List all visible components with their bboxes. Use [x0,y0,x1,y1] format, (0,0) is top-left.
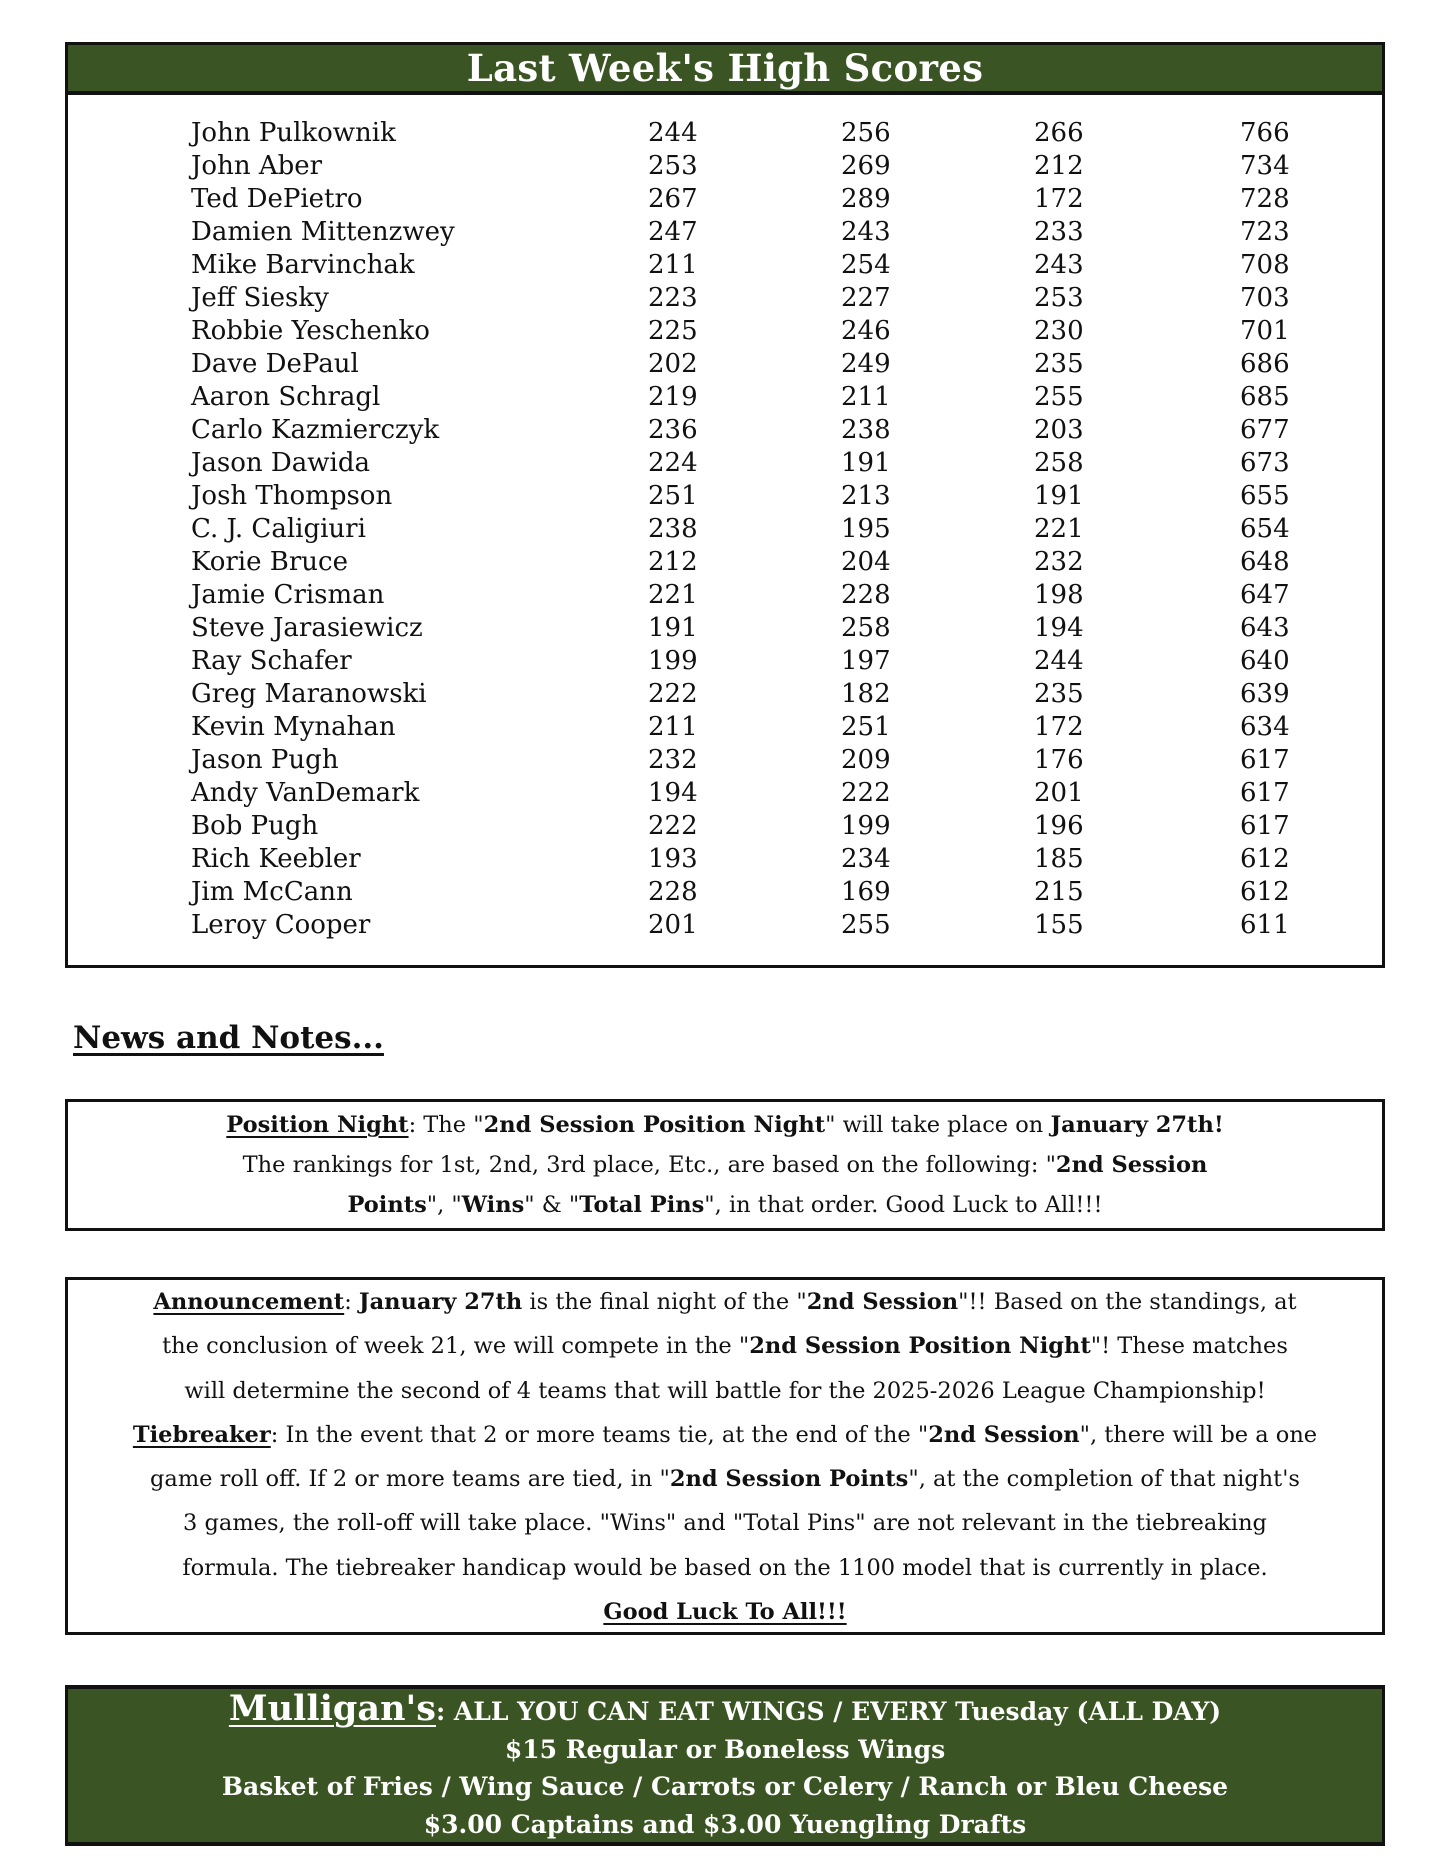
series-total: 648 [1240,547,1290,577]
promo-headline: : ALL YOU CAN EAT WINGS / EVERY Tuesday (ALL DAY) [435,1697,1222,1726]
score-row [68,282,1382,315]
bowler-name: Ted DePietro [191,184,363,214]
text: ", " [426,1192,462,1218]
score-row [68,744,1382,777]
bowler-name: Robbie Yeschenko [191,316,430,346]
game-3-score: 255 [1034,382,1084,412]
series-total: 634 [1240,712,1290,742]
series-total: 677 [1240,415,1290,445]
text: : The " [408,1112,484,1138]
announcement-label: Announcement [153,1289,345,1315]
game-3-score: 212 [1034,151,1084,181]
series-total: 723 [1240,217,1290,247]
game-3-score: 203 [1034,415,1084,445]
game-1-score: 223 [648,283,698,313]
promo-line-2: $15 Regular or Boneless Wings [504,1734,946,1764]
text: " will take place on [825,1112,1051,1138]
text: : [344,1289,359,1315]
bold-text: Points [347,1192,427,1218]
bowler-name: C. J. Caligiuri [191,514,366,544]
score-row [68,876,1382,909]
game-2-score: 243 [841,217,891,247]
announcement-notice [65,1277,1385,1635]
bowler-name: John Aber [191,151,323,181]
tiebreaker-line-2 [68,1457,1382,1501]
series-total: 647 [1240,580,1290,610]
game-1-score: 219 [648,382,698,412]
series-total: 686 [1240,349,1290,379]
game-1-score: 191 [648,613,698,643]
game-2-score: 249 [841,349,891,379]
game-1-score: 199 [648,646,698,676]
game-3-score: 215 [1034,877,1084,907]
bowler-name: Mike Barvinchak [191,250,415,280]
score-row [68,381,1382,414]
game-2-score: 256 [841,118,891,148]
text: "! These matches [1090,1333,1288,1360]
bold-text: 2nd Session Position Night [483,1112,826,1138]
game-1-score: 267 [648,184,698,214]
game-2-score: 182 [841,679,891,709]
announcement-line-3: will determine the second of 4 teams that will battle for the 2025-2026 League Championship! [184,1377,1266,1404]
game-1-score: 247 [648,217,698,247]
score-row [68,579,1382,612]
bowler-name: Ray Schafer [191,646,352,676]
bowler-name: Rich Keebler [191,844,361,874]
game-3-score: 244 [1034,646,1084,676]
series-total: 734 [1240,151,1290,181]
bowler-name: Jeff Siesky [191,283,329,313]
game-2-score: 222 [841,778,891,808]
game-3-score: 172 [1034,712,1084,742]
text: is the final night of the " [522,1289,807,1315]
game-2-score: 199 [841,811,891,841]
score-row [68,678,1382,711]
game-1-score: 225 [648,316,698,346]
game-2-score: 209 [841,745,891,775]
bowler-name: Jim McCann [191,877,353,907]
series-total: 728 [1240,184,1290,214]
game-3-score: 176 [1034,745,1084,775]
high-scores-panel [65,42,1385,968]
game-2-score: 227 [841,283,891,313]
mulligans-promo [65,1685,1385,1846]
game-1-score: 238 [648,514,698,544]
game-2-score: 251 [841,712,891,742]
promo-brand: Mulligan's [228,1688,436,1729]
game-2-score: 169 [841,877,891,907]
good-luck-text: Good Luck To All!!! [603,1599,847,1626]
text: the conclusion of week 21, we will compete in the " [162,1333,750,1360]
score-row [68,447,1382,480]
score-row [68,150,1382,183]
score-row [68,183,1382,216]
text: ", in that order. Good Luck to All!!! [704,1192,1103,1218]
score-row [68,645,1382,678]
bowler-name: Leroy Cooper [191,910,371,940]
high-scores-title: Last Week's High Scores [68,45,1382,95]
game-3-score: 155 [1034,910,1084,940]
bowler-name: Steve Jarasiewicz [191,613,423,643]
game-2-score: 255 [841,910,891,940]
tiebreaker-line-3: 3 games, the roll-off will take place. "Wins" and "Total Pins" are not relevant in the tiebreaking [183,1510,1267,1537]
game-2-score: 228 [841,580,891,610]
bold-text: 2nd Session Points [669,1466,909,1493]
series-total: 611 [1240,910,1290,940]
game-3-score: 243 [1034,250,1084,280]
bowler-name: Jason Dawida [191,448,370,478]
score-row [68,513,1382,546]
score-row [68,810,1382,843]
game-2-score: 269 [841,151,891,181]
series-total: 701 [1240,316,1290,346]
text: ", at the completion of that night's [908,1466,1300,1493]
game-3-score: 196 [1034,811,1084,841]
game-1-score: 222 [648,811,698,841]
game-2-score: 258 [841,613,891,643]
series-total: 685 [1240,382,1290,412]
game-2-score: 289 [841,184,891,214]
game-2-score: 197 [841,646,891,676]
game-3-score: 191 [1034,481,1084,511]
game-2-score: 195 [841,514,891,544]
text: game roll off. If 2 or more teams are tied, in " [150,1466,670,1493]
game-1-score: 194 [648,778,698,808]
bowler-name: Kevin Mynahan [191,712,396,742]
bold-text: 2nd Session [1055,1152,1208,1178]
tiebreaker-line-4: formula. The tiebreaker handicap would be based on the 1100 model that is currently in place. [182,1554,1268,1581]
game-3-score: 235 [1034,679,1084,709]
game-2-score: 246 [841,316,891,346]
position-night-notice [65,1099,1385,1231]
series-total: 654 [1240,514,1290,544]
game-3-score: 258 [1034,448,1084,478]
text: ", there will be a one [1079,1421,1318,1448]
game-1-score: 212 [648,547,698,577]
promo-line-1 [68,1690,1382,1731]
game-3-score: 172 [1034,184,1084,214]
score-row [68,348,1382,381]
announcement-line-1 [68,1280,1382,1324]
game-2-score: 191 [841,448,891,478]
game-2-score: 234 [841,844,891,874]
game-3-score: 235 [1034,349,1084,379]
game-2-score: 254 [841,250,891,280]
text: " & " [524,1192,580,1218]
news-heading: News and Notes... [73,1020,384,1056]
score-row [68,216,1382,249]
bowler-name: Dave DePaul [191,349,359,379]
bold-text: 2nd Session Position Night [749,1333,1091,1360]
bowler-name: Greg Maranowski [191,679,427,709]
tiebreaker-line-1 [68,1413,1382,1457]
bold-text: 2nd Session [806,1289,959,1315]
game-3-score: 198 [1034,580,1084,610]
game-1-score: 251 [648,481,698,511]
bowler-name: Aaron Schragl [191,382,381,412]
score-row [68,711,1382,744]
series-total: 655 [1240,481,1290,511]
score-row [68,414,1382,447]
bowler-name: Jason Pugh [191,745,339,775]
game-1-score: 211 [648,712,698,742]
game-1-score: 193 [648,844,698,874]
series-total: 617 [1240,811,1290,841]
bold-text: January 27th! [1050,1112,1224,1138]
series-total: 643 [1240,613,1290,643]
game-1-score: 221 [648,580,698,610]
promo-line-4: $3.00 Captains and $3.00 Yuengling Drafts [423,1809,1027,1839]
bold-text: Wins [461,1192,525,1218]
bold-text: Total Pins [579,1192,705,1218]
series-total: 639 [1240,679,1290,709]
score-row [68,249,1382,282]
bowler-name: Damien Mittenzwey [191,217,455,247]
series-total: 617 [1240,745,1290,775]
score-row [68,480,1382,513]
series-total: 766 [1240,118,1290,148]
bold-text: 2nd Session [928,1421,1080,1448]
game-2-score: 211 [841,382,891,412]
score-row [68,612,1382,645]
announcement-line-2 [68,1324,1382,1368]
game-3-score: 221 [1034,514,1084,544]
high-scores-table [68,117,1382,942]
game-1-score: 224 [648,448,698,478]
text: "!! Based on the standings, at [958,1289,1297,1315]
text: : In the event that 2 or more teams tie, at the end of the " [270,1421,929,1448]
game-1-score: 211 [648,250,698,280]
score-row [68,315,1382,348]
series-total: 612 [1240,844,1290,874]
position-night-label: Position Night [226,1112,409,1138]
game-1-score: 244 [648,118,698,148]
series-total: 708 [1240,250,1290,280]
game-3-score: 201 [1034,778,1084,808]
score-row [68,117,1382,150]
series-total: 703 [1240,283,1290,313]
series-total: 617 [1240,778,1290,808]
score-row [68,843,1382,876]
game-1-score: 201 [648,910,698,940]
series-total: 612 [1240,877,1290,907]
game-1-score: 232 [648,745,698,775]
series-total: 673 [1240,448,1290,478]
game-3-score: 266 [1034,118,1084,148]
game-2-score: 238 [841,415,891,445]
score-row [68,777,1382,810]
tiebreaker-label: Tiebreaker [132,1421,271,1448]
game-3-score: 185 [1034,844,1084,874]
bowler-name: Andy VanDemark [191,778,420,808]
game-1-score: 202 [648,349,698,379]
position-night-line-1 [68,1105,1382,1145]
announcement-closing [68,1590,1382,1634]
position-night-line-3 [68,1185,1382,1225]
bowler-name: Korie Bruce [191,547,349,577]
bowler-name: Josh Thompson [191,481,393,511]
game-3-score: 232 [1034,547,1084,577]
series-total: 640 [1240,646,1290,676]
game-2-score: 204 [841,547,891,577]
bowler-name: Jamie Crisman [191,580,385,610]
score-row [68,909,1382,942]
game-3-score: 194 [1034,613,1084,643]
game-3-score: 230 [1034,316,1084,346]
bowler-name: John Pulkownik [191,118,396,148]
game-3-score: 253 [1034,283,1084,313]
bowler-name: Carlo Kazmierczyk [191,415,440,445]
game-2-score: 213 [841,481,891,511]
game-3-score: 233 [1034,217,1084,247]
game-1-score: 236 [648,415,698,445]
bowler-name: Bob Pugh [191,811,319,841]
bold-text: January 27th [358,1289,523,1315]
score-row [68,546,1382,579]
text: The rankings for 1st, 2nd, 3rd place, Etc., are based on the following: " [242,1152,1056,1178]
game-1-score: 222 [648,679,698,709]
position-night-line-2 [68,1145,1382,1185]
promo-line-3: Basket of Fries / Wing Sauce / Carrots or Celery / Ranch or Bleu Cheese [221,1772,1229,1801]
game-1-score: 253 [648,151,698,181]
game-1-score: 228 [648,877,698,907]
